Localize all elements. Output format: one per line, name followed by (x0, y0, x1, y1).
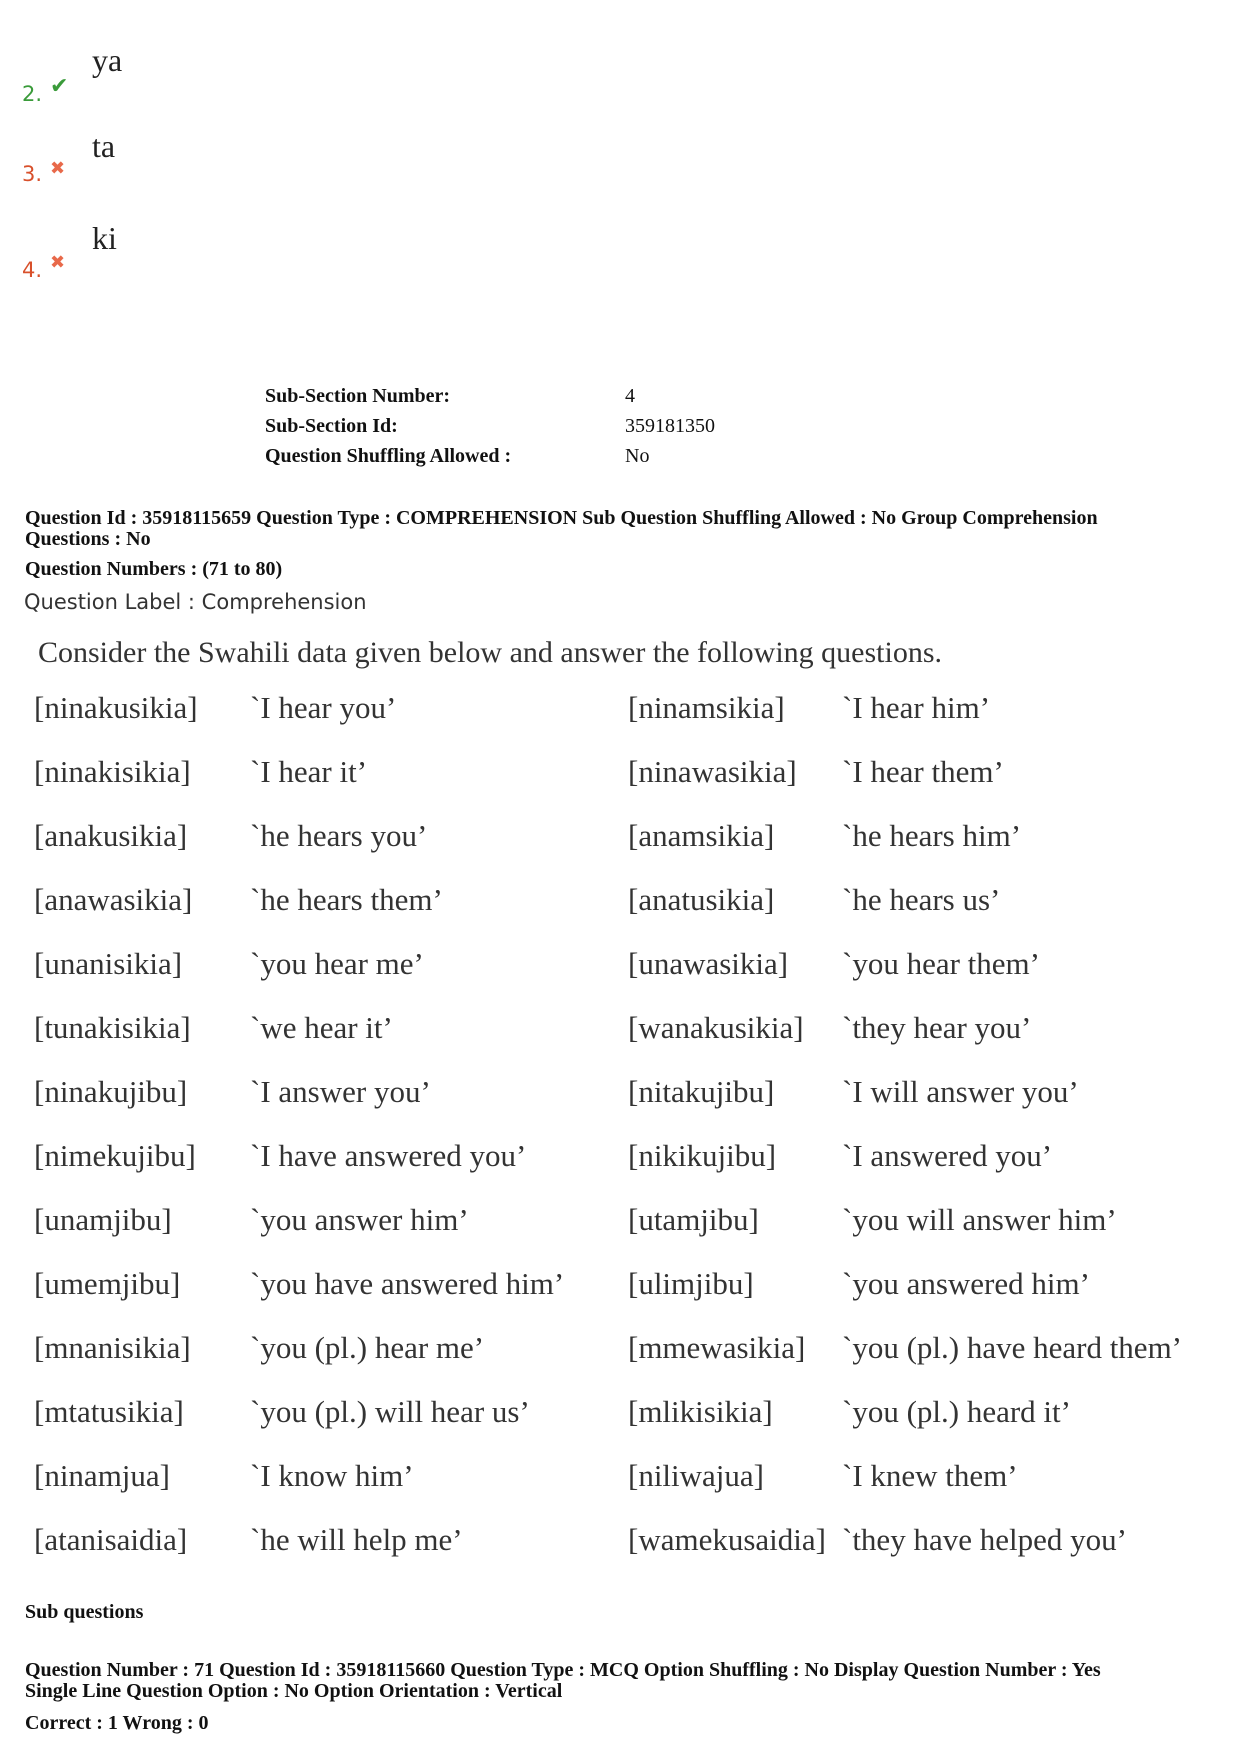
data-row (0, 1010, 1240, 1074)
question-71-meta-line1: Question Number : 71 Question Id : 35918115660 Question Type : MCQ Option Shuffling : No Display Question Number : Yes (25, 1659, 1101, 1681)
swahili-form-right: [niliwajua] (628, 1458, 765, 1493)
option-number: 2. (22, 82, 43, 106)
swahili-form-left: [atanisaidia] (34, 1522, 188, 1557)
data-row (0, 1138, 1240, 1202)
gloss-left: `you answer him’ (250, 1202, 469, 1237)
swahili-form-left: [nimekujibu] (34, 1138, 196, 1173)
gloss-left: `I hear it’ (250, 754, 368, 789)
question-meta-line1: Question Id : 35918115659 Question Type : COMPREHENSION Sub Question Shuffling Allowed : No Group Comprehension (25, 507, 1098, 529)
gloss-left: `he hears them’ (250, 882, 443, 917)
swahili-data-table (0, 690, 1240, 1586)
gloss-left: `I know him’ (250, 1458, 414, 1493)
data-row (0, 754, 1240, 818)
data-row (0, 690, 1240, 754)
gloss-left: `I answer you’ (250, 1074, 431, 1109)
swahili-form-left: [anawasikia] (34, 882, 193, 917)
cross-icon: ✖ (50, 252, 66, 273)
data-row (0, 1458, 1240, 1522)
swahili-form-left: [ninakujibu] (34, 1074, 188, 1109)
data-row (0, 1266, 1240, 1330)
data-row (0, 946, 1240, 1010)
gloss-right: `he hears him’ (842, 818, 1022, 853)
swahili-form-right: [utamjibu] (628, 1202, 759, 1237)
option-number: 3. (22, 162, 43, 186)
swahili-form-right: [wanakusikia] (628, 1010, 804, 1045)
question-71-meta-line2: Single Line Question Option : No Option Orientation : Vertical (25, 1680, 563, 1702)
gloss-right: `they have helped you’ (842, 1522, 1127, 1557)
gloss-left: `he hears you’ (250, 818, 428, 853)
gloss-left: `you have answered him’ (250, 1266, 565, 1301)
subsection-id-label: Sub-Section Id: (265, 415, 398, 437)
question-meta-line2: Questions : No (25, 528, 151, 550)
comprehension-intro: Consider the Swahili data given below and answer the following questions. (38, 636, 942, 669)
swahili-form-right: [unawasikia] (628, 946, 789, 981)
swahili-form-right: [anamsikia] (628, 818, 775, 853)
subsection-number-label: Sub-Section Number: (265, 385, 451, 407)
swahili-form-left: [ninakusikia] (34, 690, 198, 725)
swahili-form-right: [ninawasikia] (628, 754, 797, 789)
gloss-right: `you (pl.) have heard them’ (842, 1330, 1183, 1365)
subsection-number-row (265, 385, 965, 415)
swahili-form-right: [ulimjibu] (628, 1266, 754, 1301)
question-shuffling-row (265, 445, 965, 475)
cross-icon: ✖ (50, 158, 66, 179)
gloss-right: `he hears us’ (842, 882, 1001, 917)
gloss-right: `they hear you’ (842, 1010, 1032, 1045)
swahili-form-left: [umemjibu] (34, 1266, 181, 1301)
gloss-right: `I knew them’ (842, 1458, 1018, 1493)
gloss-right: `I will answer you’ (842, 1074, 1079, 1109)
option-4 (22, 220, 222, 282)
swahili-form-right: [ninamsikia] (628, 690, 785, 725)
swahili-form-right: [mlikisikia] (628, 1394, 773, 1429)
gloss-left: `I hear you’ (250, 690, 397, 725)
gloss-left: `we hear it’ (250, 1010, 393, 1045)
gloss-right: `I hear him’ (842, 690, 991, 725)
data-row (0, 1394, 1240, 1458)
question-shuffling-value: No (625, 445, 650, 467)
subsection-id-value: 359181350 (625, 415, 715, 437)
swahili-form-right: [wamekusaidia] (628, 1522, 826, 1557)
gloss-right: `I answered you’ (842, 1138, 1053, 1173)
gloss-right: `you answered him’ (842, 1266, 1090, 1301)
gloss-left: `you (pl.) will hear us’ (250, 1394, 530, 1429)
gloss-left: `you (pl.) hear me’ (250, 1330, 485, 1365)
question-numbers: Question Numbers : (71 to 80) (25, 558, 283, 580)
swahili-form-left: [mtatusikia] (34, 1394, 184, 1429)
swahili-form-left: [ninakisikia] (34, 754, 191, 789)
option-text: ya (92, 42, 123, 78)
question-shuffling-label: Question Shuffling Allowed : (265, 445, 512, 467)
swahili-form-left: [unanisikia] (34, 946, 183, 981)
question-71-meta (25, 1660, 1215, 1702)
gloss-right: `you hear them’ (842, 946, 1040, 981)
gloss-right: `you will answer him’ (842, 1202, 1117, 1237)
swahili-form-left: [unamjibu] (34, 1202, 172, 1237)
data-row (0, 818, 1240, 882)
question-label: Question Label : Comprehension (24, 590, 367, 614)
swahili-form-right: [mmewasikia] (628, 1330, 806, 1365)
option-text: ta (92, 128, 116, 164)
subsection-info (265, 385, 965, 475)
data-row (0, 1330, 1240, 1394)
gloss-left: `you hear me’ (250, 946, 424, 981)
data-row (0, 882, 1240, 946)
question-meta (25, 508, 1215, 550)
swahili-form-left: [ninamjua] (34, 1458, 171, 1493)
swahili-form-left: [mnanisikia] (34, 1330, 191, 1365)
gloss-right: `I hear them’ (842, 754, 1004, 789)
gloss-right: `you (pl.) heard it’ (842, 1394, 1071, 1429)
question-71-score: Correct : 1 Wrong : 0 (25, 1712, 209, 1734)
data-row (0, 1522, 1240, 1586)
swahili-form-left: [tunakisikia] (34, 1010, 191, 1045)
swahili-form-right: [nitakujibu] (628, 1074, 775, 1109)
data-row (0, 1202, 1240, 1266)
option-text: ki (92, 220, 117, 256)
check-icon: ✔ (50, 74, 69, 99)
option-number: 4. (22, 258, 43, 282)
subsection-id-row (265, 415, 965, 445)
sub-questions-heading: Sub questions (25, 1601, 144, 1623)
subsection-number-value: 4 (625, 385, 635, 407)
data-row (0, 1074, 1240, 1138)
gloss-left: `he will help me’ (250, 1522, 463, 1557)
option-3 (22, 128, 222, 186)
swahili-form-right: [nikikujibu] (628, 1138, 777, 1173)
swahili-form-right: [anatusikia] (628, 882, 775, 917)
option-2 (22, 42, 222, 106)
swahili-form-left: [anakusikia] (34, 818, 188, 853)
gloss-left: `I have answered you’ (250, 1138, 527, 1173)
